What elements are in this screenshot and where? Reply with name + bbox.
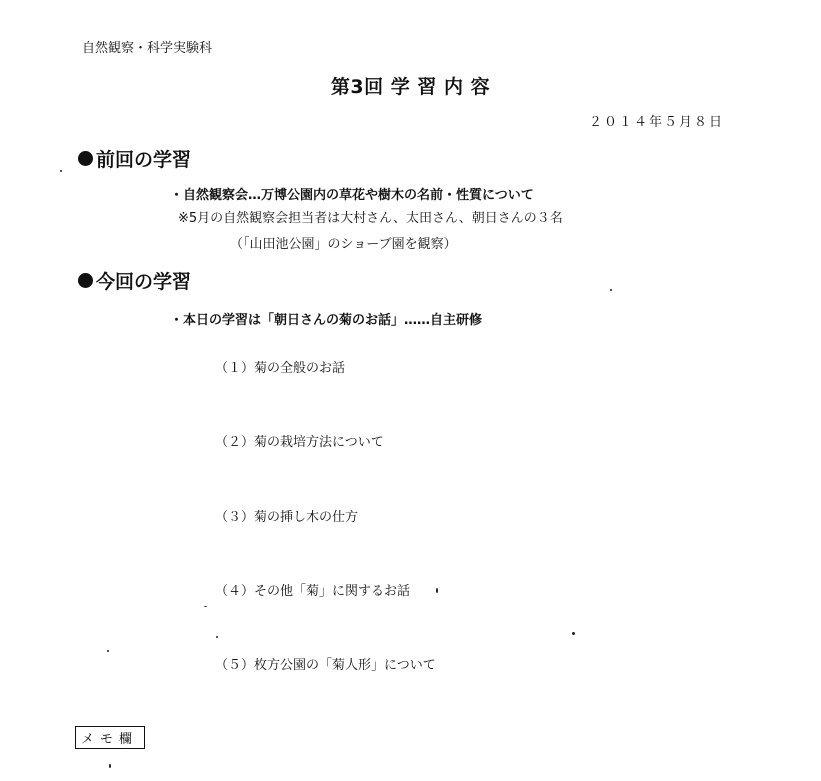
bullet-icon <box>78 273 93 288</box>
topic-item: （１）菊の全般のお話 <box>215 361 346 376</box>
previous-note: ※5月の自然観察会担当者は大村さん、太田さん、朝日さんの３名 <box>178 211 563 226</box>
scan-speck <box>572 632 575 635</box>
scan-speck <box>107 650 109 652</box>
scan-speck <box>216 636 218 638</box>
current-item: ・本日の学習は「朝日さんの菊のお話」……自主研修 <box>170 313 483 328</box>
topic-item: （４）その他「菊」に関するお話 <box>215 584 411 599</box>
previous-note-detail: （「山田池公園」のショーブ園を観察） <box>230 237 457 252</box>
scan-speck <box>610 289 612 291</box>
previous-item: ・自然観察会…万博公園内の草花や樹木の名前・性質について <box>170 188 534 203</box>
previous-heading-text: 前回の学習 <box>96 149 192 171</box>
subject-label: 自然観察・科学実験科 <box>82 41 213 56</box>
current-section-heading <box>78 267 191 294</box>
topic-item: （５）枚方公園の「菊人形」について <box>215 658 436 673</box>
scan-speck <box>60 170 62 172</box>
scan-speck <box>436 588 438 593</box>
scan-speck <box>204 606 207 607</box>
previous-section-heading <box>78 145 191 172</box>
current-heading-text: 今回の学習 <box>96 271 192 293</box>
topic-item: （２）菊の栽培方法について <box>215 435 384 450</box>
scan-speck <box>109 764 111 768</box>
page-title: 第3回 学 習 内 容 <box>330 76 491 98</box>
memo-label-box: メモ欄 <box>75 726 145 749</box>
bullet-icon <box>78 151 93 166</box>
topic-item: （３）菊の挿し木の仕方 <box>215 510 359 525</box>
document-date: ２０１４年５月８日 <box>589 115 725 130</box>
